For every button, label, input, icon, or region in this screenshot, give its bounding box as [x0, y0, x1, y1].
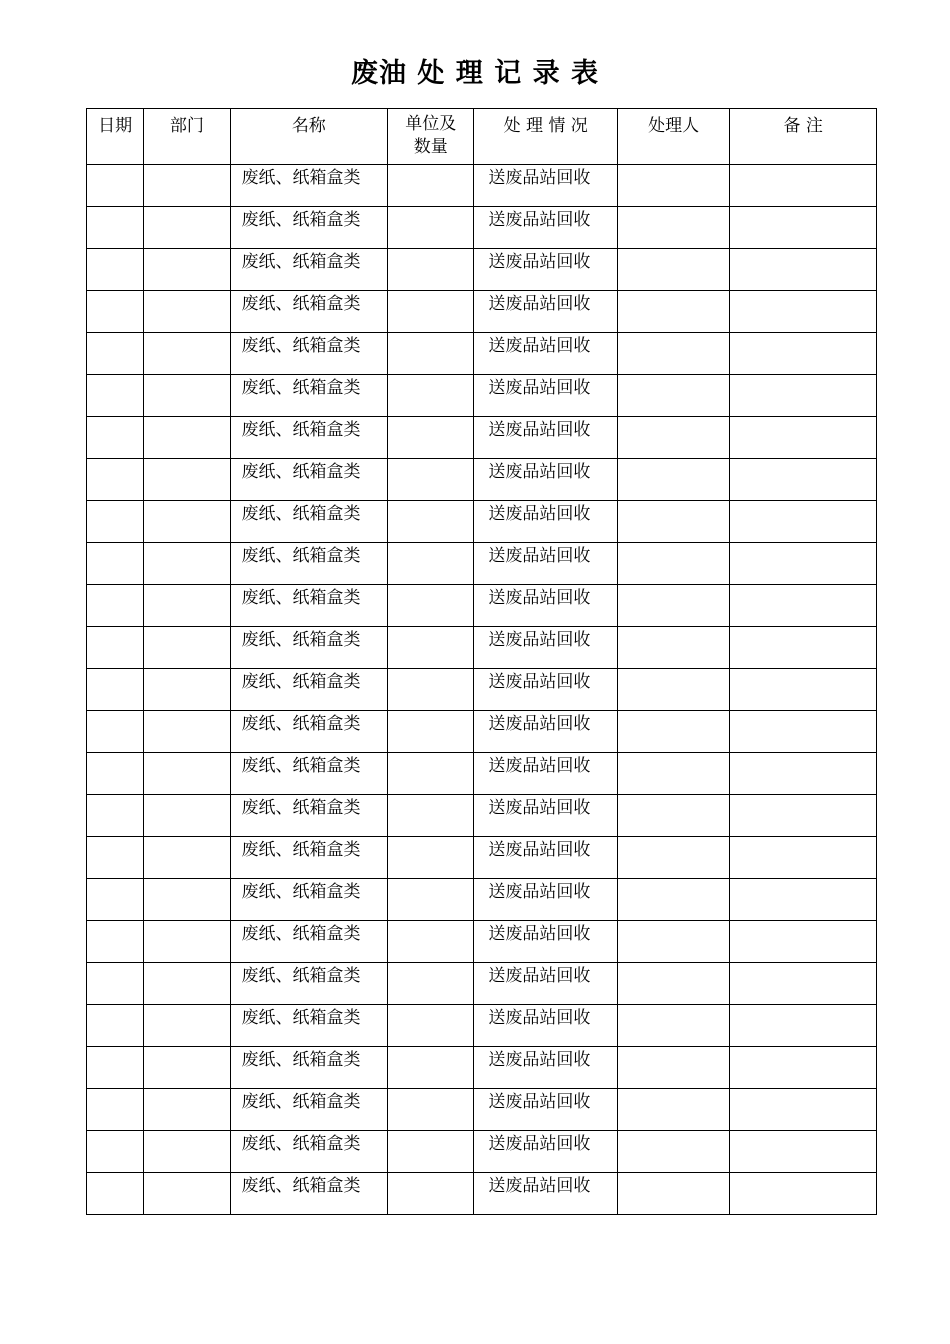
cell-department[interactable] [144, 543, 230, 585]
column-header-unit-quantity [388, 109, 474, 165]
cell-handling: 送废品站回收 [474, 375, 618, 417]
cell-department[interactable] [144, 837, 230, 879]
cell-remarks[interactable] [730, 963, 877, 1005]
cell-unit-quantity[interactable] [388, 501, 474, 543]
cell-name: 废纸、纸箱盒类 [230, 837, 388, 879]
cell-handler[interactable] [617, 1005, 729, 1047]
column-header-name-label: 名称 [291, 116, 326, 136]
cell-department[interactable] [144, 627, 230, 669]
column-header-unit-quantity-line2: 数量 [413, 137, 448, 157]
table-row [87, 879, 877, 921]
cell-name: 废纸、纸箱盒类 [230, 1131, 388, 1173]
cell-date[interactable] [87, 417, 144, 459]
cell-handler[interactable] [617, 207, 729, 249]
cell-remarks[interactable] [730, 375, 877, 417]
cell-date[interactable] [87, 711, 144, 753]
cell-handling: 送废品站回收 [474, 165, 618, 207]
cell-handling: 送废品站回收 [474, 501, 618, 543]
cell-name: 废纸、纸箱盒类 [230, 711, 388, 753]
table-row [87, 459, 877, 501]
cell-handling: 送废品站回收 [474, 879, 618, 921]
cell-handling: 送废品站回收 [474, 249, 618, 291]
table-row [87, 249, 877, 291]
cell-date[interactable] [87, 753, 144, 795]
cell-date[interactable] [87, 963, 144, 1005]
table-header [87, 109, 877, 165]
cell-date[interactable] [87, 1131, 144, 1173]
cell-unit-quantity[interactable] [388, 879, 474, 921]
cell-handler[interactable] [617, 963, 729, 1005]
cell-date[interactable] [87, 1047, 144, 1089]
cell-unit-quantity[interactable] [388, 963, 474, 1005]
cell-handling: 送废品站回收 [474, 711, 618, 753]
column-header-handling-label: 处 理 情 况 [503, 116, 588, 136]
cell-department[interactable] [144, 1131, 230, 1173]
cell-unit-quantity[interactable] [388, 291, 474, 333]
table-row [87, 375, 877, 417]
cell-date[interactable] [87, 795, 144, 837]
cell-remarks[interactable] [730, 165, 877, 207]
cell-name: 废纸、纸箱盒类 [230, 291, 388, 333]
cell-name: 废纸、纸箱盒类 [230, 1005, 388, 1047]
cell-name: 废纸、纸箱盒类 [230, 501, 388, 543]
cell-name: 废纸、纸箱盒类 [230, 207, 388, 249]
table-row [87, 753, 877, 795]
cell-department[interactable] [144, 417, 230, 459]
cell-name: 废纸、纸箱盒类 [230, 417, 388, 459]
cell-remarks[interactable] [730, 291, 877, 333]
cell-date[interactable] [87, 249, 144, 291]
cell-name: 废纸、纸箱盒类 [230, 1047, 388, 1089]
cell-name: 废纸、纸箱盒类 [230, 921, 388, 963]
table-row [87, 837, 877, 879]
cell-handler[interactable] [617, 837, 729, 879]
cell-handler[interactable] [617, 753, 729, 795]
cell-unit-quantity[interactable] [388, 333, 474, 375]
cell-department[interactable] [144, 333, 230, 375]
cell-department[interactable] [144, 501, 230, 543]
cell-unit-quantity[interactable] [388, 249, 474, 291]
cell-date[interactable] [87, 1173, 144, 1215]
column-header-handler [617, 109, 729, 165]
cell-remarks[interactable] [730, 459, 877, 501]
table-row [87, 669, 877, 711]
cell-department[interactable] [144, 711, 230, 753]
column-header-unit-quantity-line1: 单位及 [405, 114, 457, 134]
cell-unit-quantity[interactable] [388, 1047, 474, 1089]
table-row [87, 501, 877, 543]
cell-handler[interactable] [617, 1089, 729, 1131]
document-title: 废油 处 理 记 录 表 [351, 58, 599, 89]
cell-name: 废纸、纸箱盒类 [230, 543, 388, 585]
cell-handling: 送废品站回收 [474, 921, 618, 963]
cell-department[interactable] [144, 459, 230, 501]
cell-department[interactable] [144, 249, 230, 291]
cell-name: 废纸、纸箱盒类 [230, 1089, 388, 1131]
cell-handling: 送废品站回收 [474, 1131, 618, 1173]
cell-remarks[interactable] [730, 921, 877, 963]
cell-date[interactable] [87, 1005, 144, 1047]
cell-handler[interactable] [617, 711, 729, 753]
cell-handler[interactable] [617, 879, 729, 921]
cell-handling: 送废品站回收 [474, 459, 618, 501]
table-row [87, 291, 877, 333]
table-body [87, 165, 877, 1215]
cell-remarks[interactable] [730, 1173, 877, 1215]
table-row [87, 1047, 877, 1089]
cell-department[interactable] [144, 753, 230, 795]
cell-remarks[interactable] [730, 1131, 877, 1173]
cell-unit-quantity[interactable] [388, 543, 474, 585]
cell-department[interactable] [144, 879, 230, 921]
cell-unit-quantity[interactable] [388, 921, 474, 963]
cell-handling: 送废品站回收 [474, 291, 618, 333]
cell-handling: 送废品站回收 [474, 1005, 618, 1047]
header-row [87, 109, 877, 165]
cell-name: 废纸、纸箱盒类 [230, 795, 388, 837]
cell-handling: 送废品站回收 [474, 543, 618, 585]
cell-remarks[interactable] [730, 333, 877, 375]
cell-handler[interactable] [617, 165, 729, 207]
cell-handling: 送废品站回收 [474, 1047, 618, 1089]
cell-handler[interactable] [617, 795, 729, 837]
cell-date[interactable] [87, 585, 144, 627]
cell-remarks[interactable] [730, 543, 877, 585]
table-row [87, 711, 877, 753]
column-header-department-label: 部门 [169, 116, 204, 136]
table-row [87, 165, 877, 207]
cell-handling: 送废品站回收 [474, 963, 618, 1005]
cell-remarks[interactable] [730, 753, 877, 795]
cell-department[interactable] [144, 375, 230, 417]
column-header-remarks-label: 备 注 [783, 116, 823, 136]
cell-unit-quantity[interactable] [388, 753, 474, 795]
table-row [87, 921, 877, 963]
cell-handler[interactable] [617, 417, 729, 459]
table-row [87, 1131, 877, 1173]
cell-unit-quantity[interactable] [388, 837, 474, 879]
cell-handler[interactable] [617, 1131, 729, 1173]
cell-handler[interactable] [617, 333, 729, 375]
cell-name: 废纸、纸箱盒类 [230, 459, 388, 501]
cell-date[interactable] [87, 501, 144, 543]
cell-unit-quantity[interactable] [388, 627, 474, 669]
cell-name: 废纸、纸箱盒类 [230, 375, 388, 417]
cell-handling: 送废品站回收 [474, 1089, 618, 1131]
cell-handler[interactable] [617, 249, 729, 291]
cell-handler[interactable] [617, 627, 729, 669]
cell-department[interactable] [144, 291, 230, 333]
cell-department[interactable] [144, 585, 230, 627]
cell-handling: 送废品站回收 [474, 207, 618, 249]
cell-handler[interactable] [617, 543, 729, 585]
cell-remarks[interactable] [730, 669, 877, 711]
cell-date[interactable] [87, 1089, 144, 1131]
cell-date[interactable] [87, 627, 144, 669]
cell-name: 废纸、纸箱盒类 [230, 669, 388, 711]
cell-name: 废纸、纸箱盒类 [230, 963, 388, 1005]
cell-department[interactable] [144, 1047, 230, 1089]
cell-handler[interactable] [617, 669, 729, 711]
cell-handling: 送废品站回收 [474, 1173, 618, 1215]
disposal-record-table [86, 108, 877, 1215]
table-row [87, 1173, 877, 1215]
cell-handling: 送废品站回收 [474, 585, 618, 627]
cell-unit-quantity[interactable] [388, 1131, 474, 1173]
cell-unit-quantity[interactable] [388, 207, 474, 249]
column-header-handler-label: 处理人 [648, 116, 700, 136]
cell-name: 废纸、纸箱盒类 [230, 879, 388, 921]
cell-unit-quantity[interactable] [388, 585, 474, 627]
cell-unit-quantity[interactable] [388, 1089, 474, 1131]
cell-remarks[interactable] [730, 249, 877, 291]
cell-date[interactable] [87, 291, 144, 333]
cell-handler[interactable] [617, 501, 729, 543]
cell-department[interactable] [144, 1089, 230, 1131]
cell-unit-quantity[interactable] [388, 711, 474, 753]
table-row [87, 543, 877, 585]
cell-name: 废纸、纸箱盒类 [230, 333, 388, 375]
cell-department[interactable] [144, 1173, 230, 1215]
cell-handler[interactable] [617, 291, 729, 333]
cell-date[interactable] [87, 459, 144, 501]
cell-handler[interactable] [617, 1173, 729, 1215]
table-row [87, 795, 877, 837]
cell-department[interactable] [144, 669, 230, 711]
cell-handling: 送废品站回收 [474, 795, 618, 837]
cell-date[interactable] [87, 543, 144, 585]
table-row [87, 207, 877, 249]
cell-date[interactable] [87, 837, 144, 879]
cell-remarks[interactable] [730, 585, 877, 627]
cell-remarks[interactable] [730, 207, 877, 249]
table-row [87, 963, 877, 1005]
table-row [87, 627, 877, 669]
cell-handler[interactable] [617, 375, 729, 417]
cell-handling: 送废品站回收 [474, 333, 618, 375]
cell-handling: 送废品站回收 [474, 669, 618, 711]
cell-date[interactable] [87, 921, 144, 963]
table-row [87, 1089, 877, 1131]
cell-handling: 送废品站回收 [474, 417, 618, 459]
column-header-department [144, 109, 230, 165]
cell-unit-quantity[interactable] [388, 669, 474, 711]
cell-date[interactable] [87, 879, 144, 921]
cell-handler[interactable] [617, 921, 729, 963]
cell-date[interactable] [87, 375, 144, 417]
cell-unit-quantity[interactable] [388, 1173, 474, 1215]
cell-name: 废纸、纸箱盒类 [230, 753, 388, 795]
cell-remarks[interactable] [730, 837, 877, 879]
table-row [87, 585, 877, 627]
table-row [87, 417, 877, 459]
cell-unit-quantity[interactable] [388, 375, 474, 417]
cell-remarks[interactable] [730, 879, 877, 921]
cell-department[interactable] [144, 963, 230, 1005]
cell-unit-quantity[interactable] [388, 795, 474, 837]
column-header-date [87, 109, 144, 165]
cell-handling: 送废品站回收 [474, 627, 618, 669]
column-header-name [230, 109, 388, 165]
cell-remarks[interactable] [730, 627, 877, 669]
cell-remarks[interactable] [730, 1005, 877, 1047]
cell-remarks[interactable] [730, 1047, 877, 1089]
cell-remarks[interactable] [730, 1089, 877, 1131]
cell-handler[interactable] [617, 585, 729, 627]
cell-name: 废纸、纸箱盒类 [230, 627, 388, 669]
cell-name: 废纸、纸箱盒类 [230, 1173, 388, 1215]
column-header-handling [474, 109, 618, 165]
cell-unit-quantity[interactable] [388, 417, 474, 459]
cell-handler[interactable] [617, 1047, 729, 1089]
cell-department[interactable] [144, 1005, 230, 1047]
cell-handler[interactable] [617, 459, 729, 501]
cell-remarks[interactable] [730, 417, 877, 459]
cell-name: 废纸、纸箱盒类 [230, 585, 388, 627]
cell-remarks[interactable] [730, 795, 877, 837]
cell-date[interactable] [87, 165, 144, 207]
column-header-date-label: 日期 [98, 116, 133, 136]
cell-date[interactable] [87, 669, 144, 711]
cell-remarks[interactable] [730, 501, 877, 543]
cell-department[interactable] [144, 207, 230, 249]
cell-date[interactable] [87, 207, 144, 249]
cell-unit-quantity[interactable] [388, 1005, 474, 1047]
cell-unit-quantity[interactable] [388, 459, 474, 501]
table-row [87, 333, 877, 375]
cell-department[interactable] [144, 921, 230, 963]
cell-remarks[interactable] [730, 711, 877, 753]
cell-unit-quantity[interactable] [388, 165, 474, 207]
cell-handling: 送废品站回收 [474, 837, 618, 879]
cell-handling: 送废品站回收 [474, 753, 618, 795]
column-header-remarks [730, 109, 877, 165]
table-row [87, 1005, 877, 1047]
cell-date[interactable] [87, 333, 144, 375]
cell-department[interactable] [144, 795, 230, 837]
cell-department[interactable] [144, 165, 230, 207]
cell-name: 废纸、纸箱盒类 [230, 165, 388, 207]
cell-name: 废纸、纸箱盒类 [230, 249, 388, 291]
